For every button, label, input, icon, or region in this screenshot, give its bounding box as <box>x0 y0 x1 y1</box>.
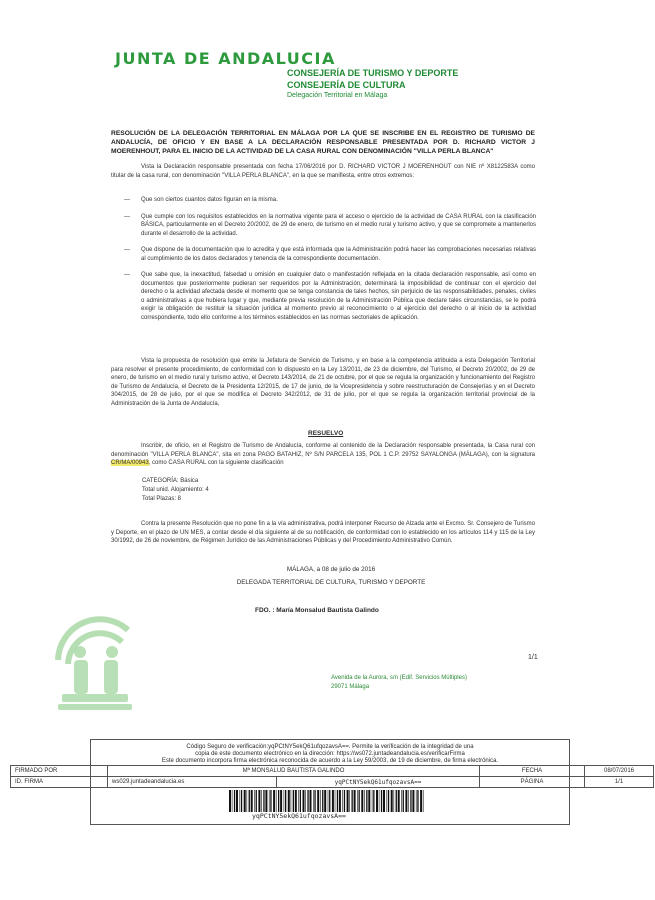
signer-name: FDO. : María Monsalud Bautista Galindo <box>255 607 379 614</box>
firmado-por-label: FIRMADO POR <box>11 766 108 777</box>
list-item <box>124 271 536 322</box>
categoria-line: CATEGORÍA: Básica <box>142 478 199 484</box>
barcode <box>229 790 425 812</box>
resuelvo-heading: RESUELVO <box>308 430 344 437</box>
barcode-code: yqPCtNY5ekQ61ufqozavsA== <box>252 812 346 820</box>
fecha-value: 08/07/2016 <box>585 766 654 777</box>
dash-marker: — <box>124 272 130 278</box>
inscribir-text-end: , como CASA RURAL con la siguiente clasificación <box>148 460 284 466</box>
bullet-text-4: Que sabe que, la inexactitud, falsedad u omisión en cualquier dato o manifestación reflejada en la citada declaración responsable, así como en documentos que posteriormente pudieran ser requeridos por la Administración, determinará la imposibilidad de continuar con el ejercicio del derecho o la actividad afectada desde el momento que se tenga constancia de tales hechos, sin perjuicio de las responsabilidades, penales, civiles o administrativas a que hubiera lugar y que, mediante previa resolución de la Administración Pública que declare tales circunstancias, se le podrá exigir la obligación de restituir la situación jurídica al momento previo al reconocimiento o al ejercicio del derecho o al inicio de la actividad correspondiente, todo ello conforme a los términos establecidos en las normas sectoriales de aplicación. <box>141 272 536 321</box>
page-number: 1/1 <box>528 654 538 661</box>
id-firma-label: ID. FIRMA <box>11 777 108 788</box>
list-item <box>124 196 536 205</box>
id-firma-value: ws029.juntadeandalucia.es <box>108 777 277 788</box>
junta-logo-text: JUNTA DE ANDALUCIA <box>115 49 336 68</box>
verification-line-1: Código Seguro de verificación:yqPCtNY5ekQ61ufqozavsA==. Permite la verificación de la integridad de una <box>186 744 474 750</box>
recurso-paragraph: Contra la presente Resolución que no pone fin a la vía administrativa, podrá interponer Recurso de Alzada ante el Excmo. Sr. Consejero de Turismo y Deporte, en el plazo de UN MES, a contar desde el día siguiente al de su notificación, de conformidad con lo establecido en los artículos 114 y 115 de la Ley 30/1992, de 26 de noviembre, de Régimen Jurídico de las Administraciones Públicas y del Procedimiento Administrativo Común. <box>111 521 535 544</box>
bullet-text-2: Que cumple con los requisitos establecidos en la normativa vigente para el acceso o ejercicio de la actividad de CASA RURAL con la clasificación BÁSICA, particularmente en el Decreto 20/2002, de 29 de enero, de turismo en el medio rural y turismo activo, y que se compromete a mantenerlos durante el desarrollo de la actividad. <box>141 213 536 237</box>
table-row <box>11 766 654 777</box>
document-title: RESOLUCIÓN DE LA DELEGACIÓN TERRITORIAL EN MÁLAGA POR LA QUE SE INSCRIBE EN EL REGISTRO DE TURISMO DE ANDALUCÍA, DE OFICIO Y EN BASE A LA DECLARACIÓN RESPONSABLE PRESENTADA POR D. RICHARD VICTOR J MOERENHOUT, PARA EL INICIO DE LA ACTIVIDAD DE LA CASA RURAL CON DENOMINACIÓN "VILLA PERLA BLANCA" <box>111 130 535 155</box>
bullet-text-3: Que dispone de la documentación que lo acredita y que está informada que la Administración podrá hacer las comprobaciones necesarias relativas al cumplimiento de los datos declarados y tenencia de la correspondiente documentación. <box>141 247 536 262</box>
dash-marker: — <box>124 213 130 220</box>
table-row <box>11 777 654 788</box>
pagina-value: 1/1 <box>585 777 654 788</box>
verification-line-2: copia de este documento electrónico en la dirección: https://ws072.juntadeandalucia.es/verificarFirma <box>195 751 465 757</box>
address-line-2: 29071 Málaga <box>331 684 370 690</box>
junta-emblem-watermark <box>40 600 140 720</box>
place-date: MÁLAGA, a 08 de julio de 2016 <box>286 566 376 573</box>
verification-line-3: Este documento incorpora firma electrónica reconocida de acuerdo a la Ley 59/2003, de 19 de diciembre, de firma electrónica. <box>161 758 499 764</box>
plazas-line: Total Plazas: 8 <box>142 496 182 502</box>
list-item <box>124 213 536 239</box>
pagina-label: PÁGINA <box>480 777 585 788</box>
inscribir-text-start: Inscribir, de oficio, en el Registro de Turismo de Andalucía, conforme al contenido de la Declaración responsable presentada, la Casa rural con denominación "VILLA PERLA BLANCA", sita en zona PAGO BATAHIZ, Nº S/N PARCELA 135, POL 1 C.P. 29752 SAYALONGA (MÁLAGA), con la signatura <box>111 443 535 458</box>
verification-text <box>91 744 569 765</box>
dash-marker: — <box>124 197 130 203</box>
dash-marker: — <box>124 247 130 253</box>
delegada-title: DELEGADA TERRITORIAL DE CULTURA, TURISMO Y DEPORTE <box>236 579 426 586</box>
signatura-code: CR/MA/00943 <box>111 460 149 466</box>
firmado-por-value: Mª MONSALUD BAUTISTA GALINDO <box>108 766 480 777</box>
address-line-1: Avenida de la Aurora, s/n (Edif. Servicios Múltiples) <box>331 675 467 681</box>
consejeria-turismo: CONSEJERÍA DE TURISMO Y DEPORTE <box>287 68 459 78</box>
alojamiento-line: Total unid. Alojamiento: 4 <box>142 487 209 493</box>
vista-paragraph: Vista la propuesta de resolución que emite la Jefatura de Servicio de Turismo, y en base a la competencia atribuida a esta Delegación Territorial para resolver el presente procedimiento, de conformidad con lo dispuesto en la Ley 13/2011, de 23 de diciembre, del Turismo, el Decreto 20/2002, de 29 de enero, de turismo en el medio rural y turismo activo, el Decreto 143/2014, de 21 de octubre, por el que se regula la organización y funcionamiento del Registro de Turismo de Andalucía, el Decreto de la Presidenta 12/2015, de 17 de junio, de la Vicepresidencia y sobre reestructuración de Consejerías y en el Decreto 304/2015, de 28 de julio, por el que se modifica el Decreto 342/2012, de 31 de julio, por el que se regula la organización territorial provincial de la Administración de la Junta de Andalucía, <box>111 358 535 407</box>
intro-paragraph: Vista la Declaración responsable presentada con fecha 17/06/2016 por D. RICHARD VICTOR J MOERENHOUT con NIE nº X8122583A como titular de la casa rural, con denominación "VILLA PERLA BLANCA", en la que se manifiesta, entre otros extremos: <box>111 164 535 179</box>
inscribir-paragraph <box>111 442 535 468</box>
signature-table <box>10 765 654 788</box>
id-firma-code: yqPCtNY5ekQ61ufqozavsA== <box>277 777 480 788</box>
fecha-label: FECHA <box>480 766 585 777</box>
list-item <box>124 246 536 263</box>
delegacion-subtitle: Delegación Territorial en Málaga <box>287 92 388 99</box>
bullet-list <box>124 196 536 322</box>
consejeria-cultura: CONSEJERÍA DE CULTURA <box>287 80 406 90</box>
bullet-text-1: Que son ciertos cuantos datos figuran en la misma. <box>141 197 278 203</box>
